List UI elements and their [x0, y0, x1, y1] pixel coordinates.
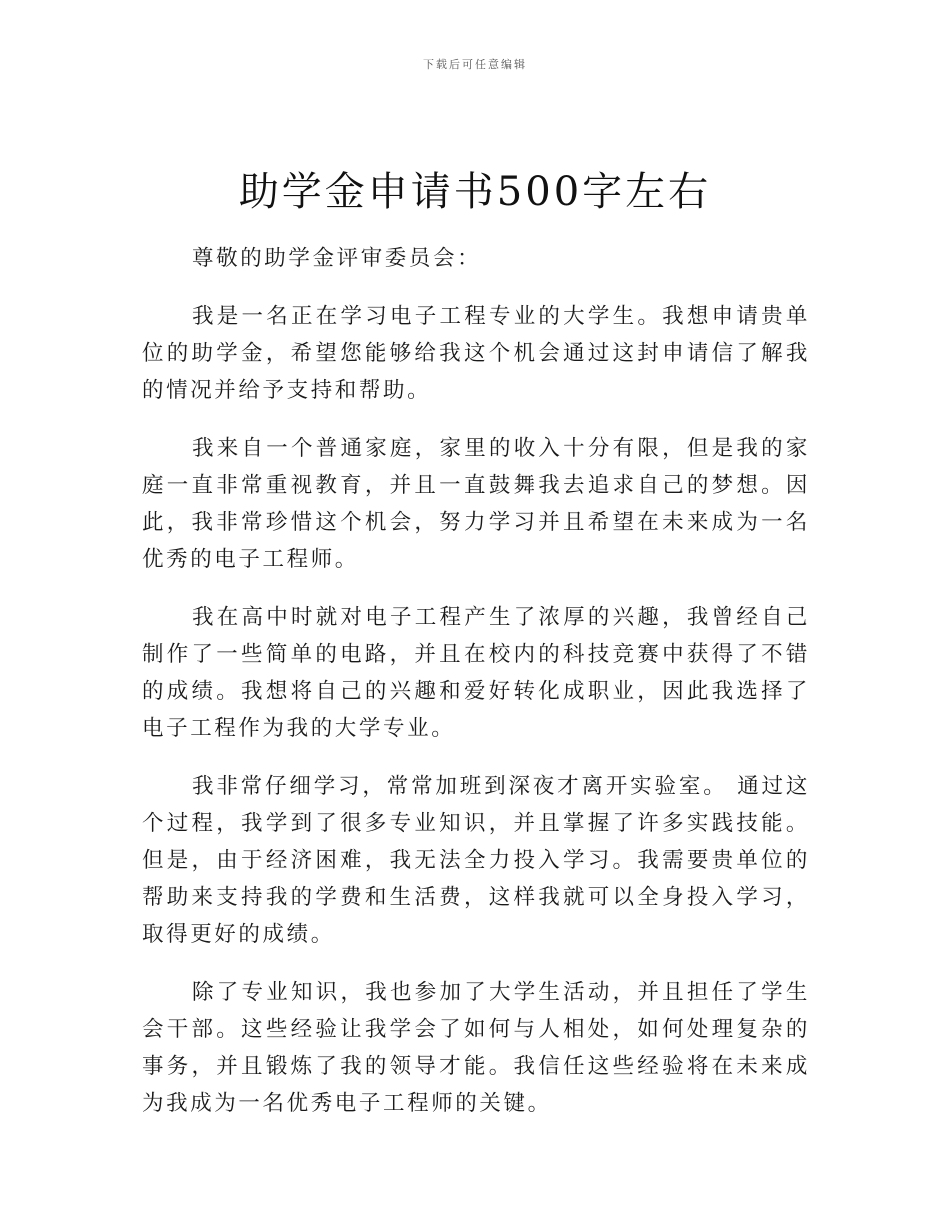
paragraph-4: 我非常仔细学习，常常加班到深夜才离开实验室。 通过这个过程，我学到了很多专业知识，并且掌握了许多实践技能。但是，由于经济困难，我无法全力投入学习。我需要贵单位的帮助来支持我的学费和生活费，这样我就可以全身投入学习，取得更好的成绩。 [142, 774, 810, 947]
document-body [142, 240, 810, 1143]
paragraph-2: 我来自一个普通家庭，家里的收入十分有限，但是我的家庭一直非常重视教育，并且一直鼓舞我去追求自己的梦想。因此，我非常珍惜这个机会，努力学习并且希望在未来成为一名优秀的电子工程师。 [142, 436, 810, 572]
paragraph-1: 我是一名正在学习电子工程专业的大学生。我想申请贵单位的助学金，希望您能够给我这个机会通过这封申请信了解我的情况并给予支持和帮助。 [142, 304, 810, 403]
paragraph-5: 除了专业知识，我也参加了大学生活动，并且担任了学生会干部。这些经验让我学会了如何与人相处，如何处理复杂的事务，并且锻炼了我的领导才能。我信任这些经验将在未来成为我成为一名优秀电子工程师的关键。 [142, 980, 810, 1116]
paragraph-3: 我在高中时就对电子工程产生了浓厚的兴趣，我曾经自己制作了一些简单的电路，并且在校内的科技竞赛中获得了不错的成绩。我想将自己的兴趣和爱好转化成职业，因此我选择了电子工程作为我的大学专业。 [142, 605, 810, 741]
header-note: 下载后可任意编辑 [423, 58, 527, 71]
salutation: 尊敬的助学金评审委员会： [192, 246, 482, 271]
document-title: 助学金申请书500字左右 [238, 169, 712, 215]
